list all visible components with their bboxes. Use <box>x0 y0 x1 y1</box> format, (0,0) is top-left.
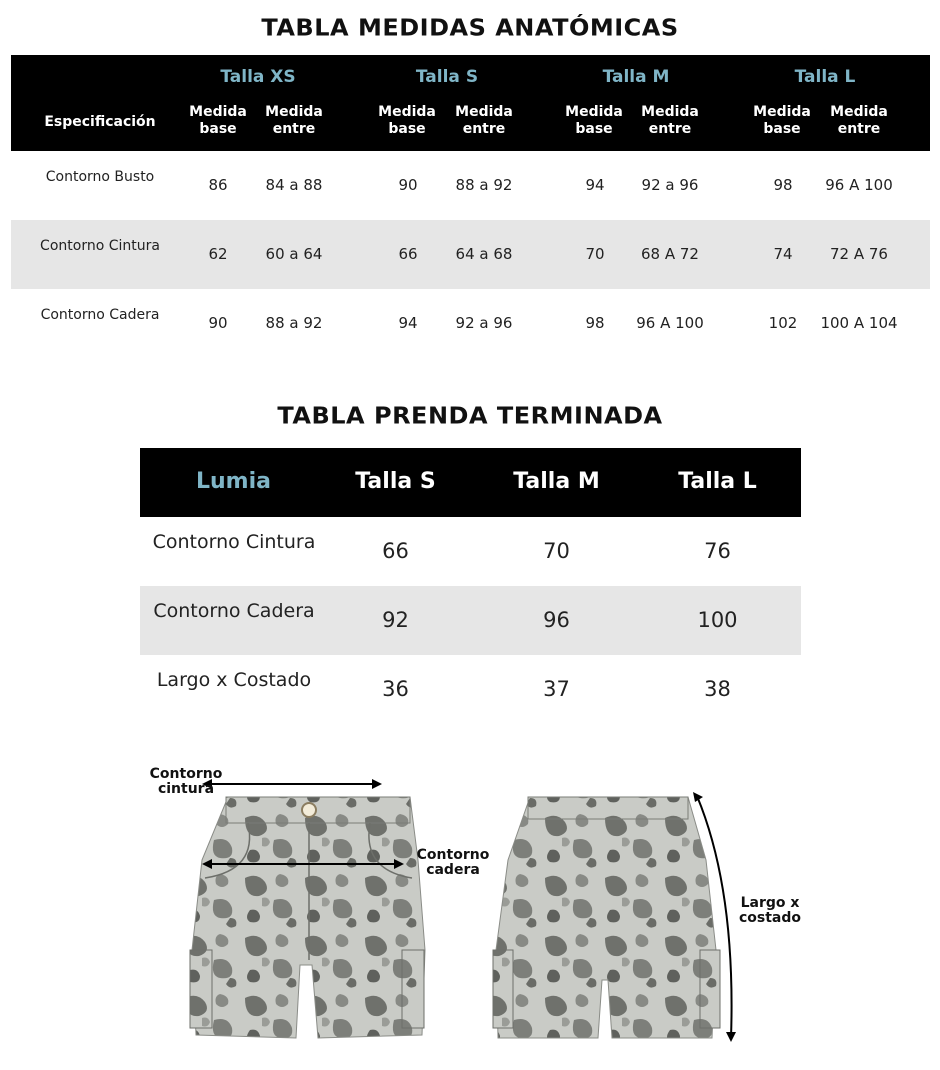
brand-header: Lumia <box>196 469 271 494</box>
table-cell: 66 <box>382 539 409 563</box>
table-cell: 62 <box>208 245 228 263</box>
subheader-base-xs: Medida base <box>189 104 247 137</box>
size-header-s: Talla S <box>415 67 479 87</box>
table-cell: 90 <box>208 314 228 332</box>
table-cell: 98 <box>585 314 605 332</box>
size-header-s: Talla S <box>355 469 436 494</box>
table-cell: 92 <box>382 608 409 632</box>
label-hip: Contorno cadera <box>416 847 490 878</box>
back-shorts-graphic <box>493 797 720 1038</box>
table-cell: 84 a 88 <box>265 176 323 194</box>
subheader-range-l: Medida entre <box>830 104 888 137</box>
table-cell: 96 A 100 <box>636 314 704 332</box>
table-cell: 96 <box>543 608 570 632</box>
spec-header: Especificación <box>44 114 156 130</box>
table-cell: 70 <box>543 539 570 563</box>
table-cell: 74 <box>773 245 793 263</box>
table-cell: 86 <box>208 176 228 194</box>
size-header-l: Talla L <box>794 67 856 87</box>
table-cell: 94 <box>585 176 605 194</box>
table-row <box>11 151 930 220</box>
table-cell: 88 a 92 <box>455 176 513 194</box>
subheader-range-m: Medida entre <box>641 104 699 137</box>
subheader-base-s: Medida base <box>378 104 436 137</box>
table-row <box>140 586 801 655</box>
size-header-m: Talla M <box>513 469 600 494</box>
table-cell: 68 A 72 <box>641 245 699 263</box>
anatomical-table-title: TABLA MEDIDAS ANATÓMICAS <box>261 14 679 42</box>
table-cell: 60 a 64 <box>265 245 323 263</box>
finished-table-header <box>140 448 801 517</box>
label-length: Largo x costado <box>738 895 802 926</box>
table-cell: 66 <box>398 245 418 263</box>
row-label: Contorno Cintura <box>152 531 316 553</box>
table-cell: 64 a 68 <box>455 245 513 263</box>
table-cell: 96 A 100 <box>825 176 893 194</box>
table-cell: 100 A 104 <box>820 314 898 332</box>
table-cell: 92 a 96 <box>641 176 699 194</box>
row-label: Contorno Cintura <box>40 238 160 254</box>
subheader-base-l: Medida base <box>753 104 811 137</box>
row-label: Contorno Cadera <box>153 600 315 622</box>
size-header-m: Talla M <box>602 67 670 87</box>
anatomical-measurements-table <box>11 55 930 358</box>
table-cell: 90 <box>398 176 418 194</box>
table-cell: 37 <box>543 677 570 701</box>
table-row <box>11 289 930 358</box>
finished-garment-table <box>140 448 801 724</box>
table-cell: 98 <box>773 176 793 194</box>
row-label: Contorno Busto <box>45 169 155 185</box>
subheader-range-xs: Medida entre <box>265 104 323 137</box>
size-header-xs: Talla XS <box>220 67 296 87</box>
table-cell: 38 <box>704 677 731 701</box>
size-header-l: Talla L <box>678 469 757 494</box>
front-shorts-graphic <box>190 797 425 1038</box>
table-cell: 76 <box>704 539 731 563</box>
table-cell: 70 <box>585 245 605 263</box>
finished-table-title: TABLA PRENDA TERMINADA <box>277 402 663 430</box>
table-cell: 94 <box>398 314 418 332</box>
table-cell: 92 a 96 <box>455 314 513 332</box>
table-cell: 88 a 92 <box>265 314 323 332</box>
table-row <box>140 655 801 724</box>
table-row <box>11 220 930 289</box>
subheader-range-s: Medida entre <box>455 104 513 137</box>
subheader-base-m: Medida base <box>565 104 623 137</box>
table-cell: 36 <box>382 677 409 701</box>
row-label: Contorno Cadera <box>40 307 160 323</box>
table-row <box>140 517 801 586</box>
table-cell: 102 <box>768 314 798 332</box>
row-label: Largo x Costado <box>156 669 312 691</box>
table-cell: 72 A 76 <box>830 245 888 263</box>
label-waist: Contorno cintura <box>149 766 223 797</box>
table-cell: 100 <box>697 608 738 632</box>
anatomical-table-header <box>11 55 930 151</box>
measurement-illustration <box>0 750 940 1050</box>
